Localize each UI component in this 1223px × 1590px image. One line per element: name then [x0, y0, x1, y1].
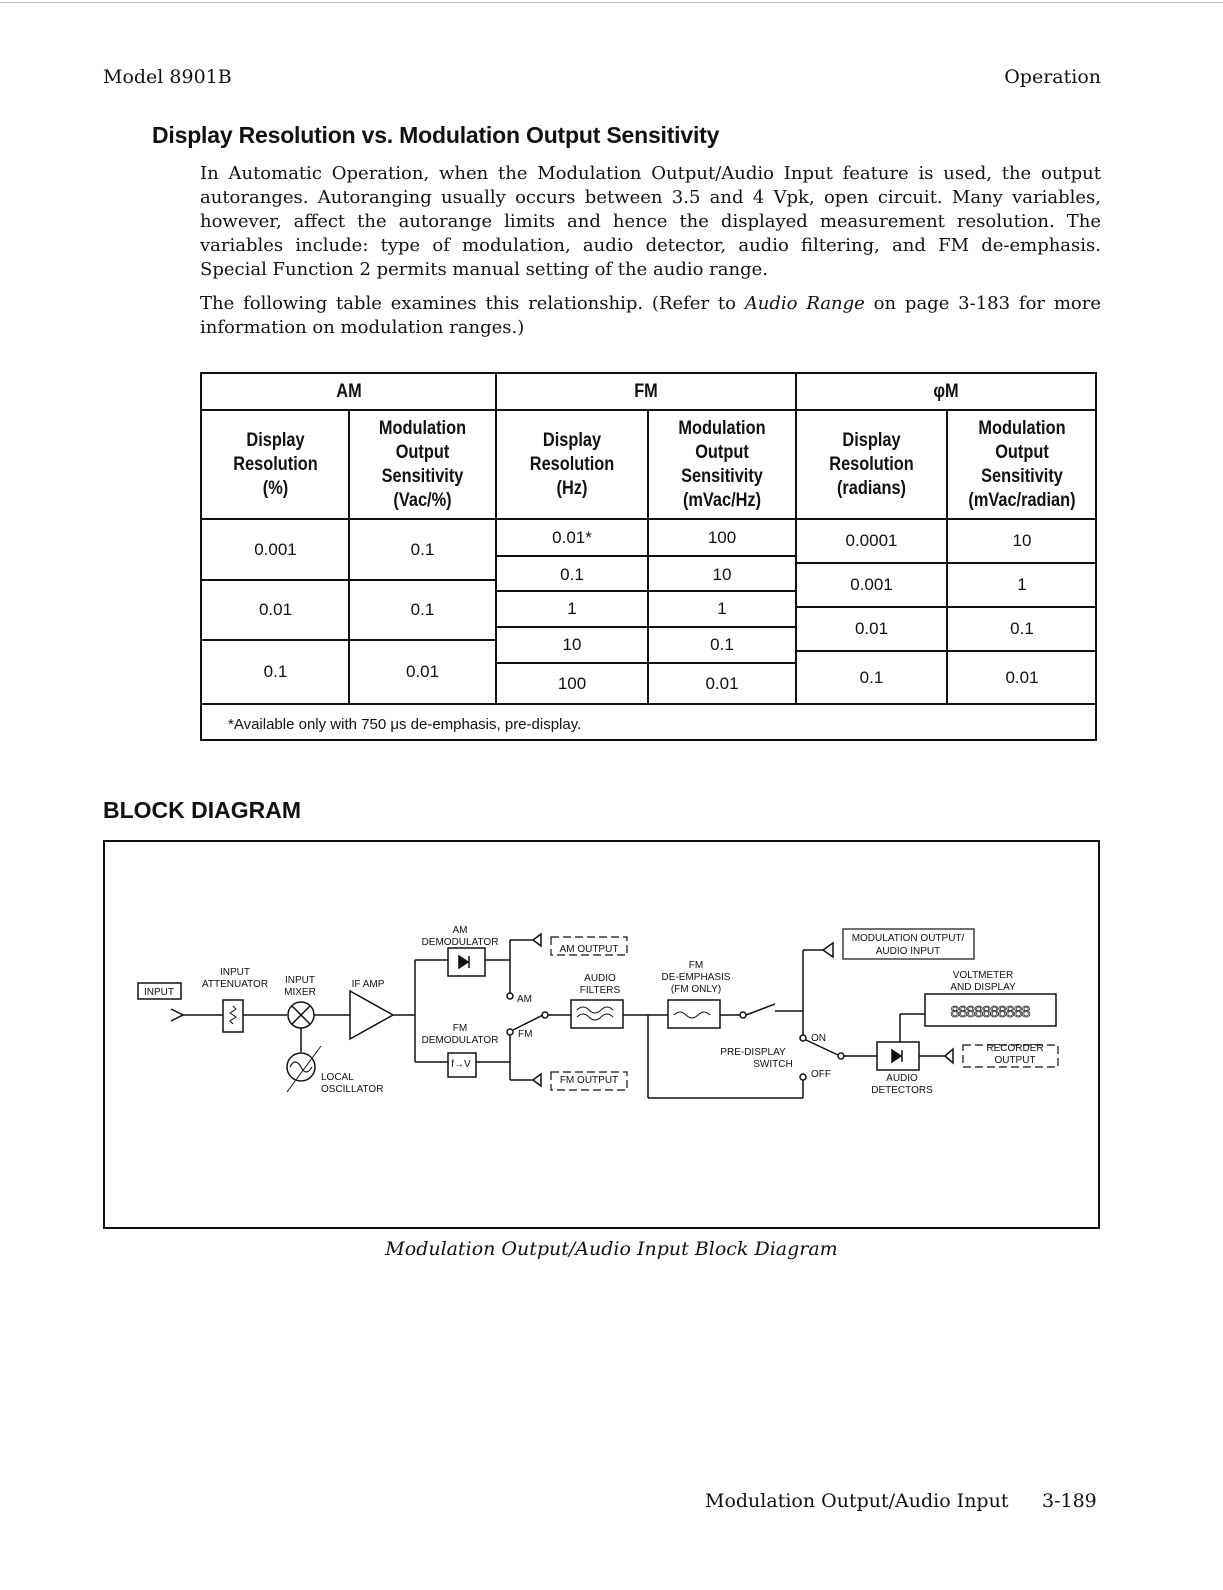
filter-wave-icon: [577, 1007, 613, 1013]
col-header-fm-sensitivity: Modulation Output Sensitivity (mVac/Hz): [678, 418, 766, 511]
diode-icon: [459, 956, 468, 968]
group-header-phim: φM: [933, 381, 959, 402]
am-output-arrow: [510, 934, 541, 946]
table-rule: [946, 410, 948, 704]
fm-sensitivity-cell: 0.01: [705, 674, 739, 693]
mod-output-label-1: MODULATION OUTPUT/: [851, 933, 965, 944]
block-diagram: [103, 840, 1100, 1229]
top-rule: [0, 2, 1223, 3]
am-switch-contact: [507, 993, 513, 999]
header-model: Model 8901B: [103, 66, 232, 88]
fm-deemphasis-label-2: DE-EMPHASIS: [661, 972, 731, 983]
fm-output-label: FM OUTPUT: [559, 1075, 619, 1086]
off-contact: [800, 1074, 806, 1080]
detector-diode-icon: [892, 1050, 901, 1062]
table-rule: [202, 518, 1097, 520]
input-label: INPUT: [144, 987, 174, 998]
table-reference-paragraph: [200, 292, 1101, 340]
pm-resolution-cell: 0.01: [854, 619, 889, 638]
deemphasis-switch-contact: [740, 1012, 746, 1018]
table-rule: [496, 626, 796, 628]
am-demodulator-label-2: DEMODULATOR: [421, 937, 499, 948]
section-title: Display Resolution vs. Modulation Output Sensitivity: [152, 122, 720, 148]
audio-filters-box: [571, 1000, 623, 1028]
sine-icon: [290, 1062, 312, 1072]
am-sensitivity-cell: 0.1: [410, 540, 435, 559]
local-oscillator-label-2: OSCILLATOR: [321, 1084, 384, 1095]
table-rule: [202, 409, 1097, 411]
am-resolution-cell: 0.1: [263, 662, 288, 681]
para2-text-a: The following table examines this relationship. (Refer to: [200, 293, 745, 314]
am-resolution-cell: 0.01: [258, 600, 293, 619]
on-contact: [800, 1035, 806, 1041]
fm-sensitivity-cell: 0.1: [710, 635, 734, 654]
para2-text-b: on page 3-183 for more information on modulation ranges.): [200, 293, 1101, 338]
if-amp-label: IF AMP: [351, 979, 385, 990]
audio-filters-label-1: AUDIO: [584, 973, 616, 984]
table-rule: [796, 606, 1097, 608]
audio-detectors-label-1: AUDIO: [886, 1073, 918, 1084]
pm-sensitivity-cell: 0.01: [1005, 668, 1039, 687]
table-footnote: *Available only with 750 μs de-emphasis, pre-display.: [228, 716, 582, 733]
deemphasis-switch: [746, 1004, 775, 1015]
filter-wave-icon: [577, 1014, 613, 1020]
audio-detectors-label-2: DETECTORS: [871, 1085, 933, 1096]
fm-deemphasis-label-1: FM: [688, 960, 704, 971]
recorder-output-arrow: [919, 1049, 953, 1063]
table-rule: [495, 374, 497, 704]
input-arrow: [171, 1009, 183, 1021]
pm-resolution-cell: 0.1: [859, 668, 884, 687]
fm-sensitivity-cell: 100: [707, 528, 737, 547]
footer-section: Modulation Output/Audio Input: [705, 1490, 1009, 1512]
predisplay-switch-pivot: [838, 1053, 844, 1059]
col-header-pm-sensitivity: Modulation Output Sensitivity (mVac/radian): [968, 418, 1076, 511]
fm-demodulator-label-2: DEMODULATOR: [421, 1035, 499, 1046]
table-rule: [496, 662, 796, 664]
col-header-am-resolution: Display Resolution (%): [233, 430, 318, 499]
input-attenuator-label-1: INPUT: [220, 967, 250, 978]
input-mixer-label-2: MIXER: [284, 987, 316, 998]
pm-sensitivity-cell: 10: [1012, 531, 1032, 550]
am-demodulator-label-1: AM: [452, 925, 468, 936]
attenuator-resistor-icon: [230, 1006, 236, 1024]
am-switch-label: AM: [517, 994, 532, 1005]
predisplay-switch-label-1: PRE-DISPLAY: [720, 1047, 786, 1058]
diagram-frame: [104, 841, 1099, 1228]
switch-off-label: OFF: [811, 1069, 831, 1080]
fm-switch-contact: [507, 1029, 513, 1035]
if-amp-icon: [350, 991, 393, 1039]
table-rule: [496, 590, 796, 592]
voltmeter-digits: 8888888888: [950, 1004, 1030, 1021]
group-header-am: AM: [336, 381, 362, 402]
pm-resolution-cell: 0.0001: [845, 531, 898, 550]
table-rule: [202, 639, 496, 641]
table-rule: [796, 562, 1097, 564]
pm-sensitivity-cell: 1: [1017, 575, 1027, 594]
table-rule: [202, 579, 496, 581]
table-rule: [647, 410, 649, 704]
figure-caption: Modulation Output/Audio Input Block Diagram: [385, 1238, 838, 1260]
col-header-fm-resolution: Display Resolution (Hz): [529, 430, 615, 499]
input-attenuator-label-2: ATTENUATOR: [201, 979, 269, 990]
fm-resolution-cell: 0.01*: [552, 528, 592, 547]
pm-sensitivity-cell: 0.1: [1010, 619, 1034, 638]
block-diagram-title: BLOCK DIAGRAM: [103, 797, 302, 823]
am-sensitivity-cell: 0.01: [405, 662, 440, 681]
am-fm-switch: [513, 1015, 543, 1030]
col-header-pm-resolution: Display Resolution (radians): [829, 430, 914, 499]
fm-sensitivity-cell: 10: [712, 565, 732, 584]
table-rule: [796, 650, 1097, 652]
fv-converter-label: f→V: [451, 1059, 471, 1070]
fm-demodulator-label-1: FM: [452, 1023, 468, 1034]
mod-output-label-2: AUDIO INPUT: [875, 946, 941, 957]
table-rule: [496, 555, 796, 557]
fm-resolution-cell: 1: [567, 599, 577, 618]
table-rule: [795, 374, 797, 704]
fm-resolution-cell: 0.1: [560, 565, 584, 584]
table-rule: [348, 410, 350, 704]
am-output-label: AM OUTPUT: [559, 944, 619, 955]
fm-resolution-cell: 100: [557, 674, 587, 693]
fm-sensitivity-cell: 1: [717, 599, 727, 618]
input-mixer-label-1: INPUT: [285, 975, 315, 986]
recorder-output-label-1: RECORDER: [986, 1043, 1044, 1054]
deemphasis-wave-icon: [674, 1012, 710, 1018]
am-resolution-cell: 0.001: [254, 540, 297, 559]
mod-output-arrow: [803, 943, 833, 957]
audio-filters-label-2: FILTERS: [579, 985, 621, 996]
voltmeter-label-2: AND DISPLAY: [950, 982, 1016, 993]
fm-output-arrow: [510, 1074, 541, 1086]
footer-page-number: 3-189: [1042, 1490, 1097, 1512]
am-sensitivity-cell: 0.1: [410, 600, 435, 619]
voltmeter-label-1: VOLTMETER: [952, 970, 1014, 981]
pm-resolution-cell: 0.001: [850, 575, 893, 594]
resolution-table: [200, 372, 1097, 741]
fm-switch-label: FM: [518, 1029, 533, 1040]
audio-range-reference: Audio Range: [744, 293, 865, 314]
table-rule: [202, 703, 1097, 705]
fm-resolution-cell: 10: [562, 635, 582, 654]
attenuator-box: [223, 1000, 243, 1032]
predisplay-switch-label-2: SWITCH: [753, 1059, 793, 1070]
header-section: Operation: [1004, 66, 1101, 88]
col-header-am-sensitivity: Modulation Output Sensitivity (Vac/%): [378, 418, 467, 511]
group-header-fm: FM: [634, 381, 658, 402]
intro-paragraph: In Automatic Operation, when the Modulation Output/Audio Input feature is used, the output autoranges. Autoranging usually occurs between 3.5 and 4 Vpk, open circuit. Many variables, however, affect the autorange limits and hence the displayed measurement resolution. The variables include: type of modulation, audio detector, audio filtering, and FM de-emphasis. Special Function 2 permits manual setting of the audio range.: [200, 163, 1101, 280]
recorder-output-label-2: OUTPUT: [994, 1055, 1036, 1066]
local-oscillator-label-1: LOCAL: [321, 1072, 354, 1083]
fm-deemphasis-label-3: (FM ONLY): [670, 984, 722, 995]
switch-on-label: ON: [811, 1033, 826, 1044]
